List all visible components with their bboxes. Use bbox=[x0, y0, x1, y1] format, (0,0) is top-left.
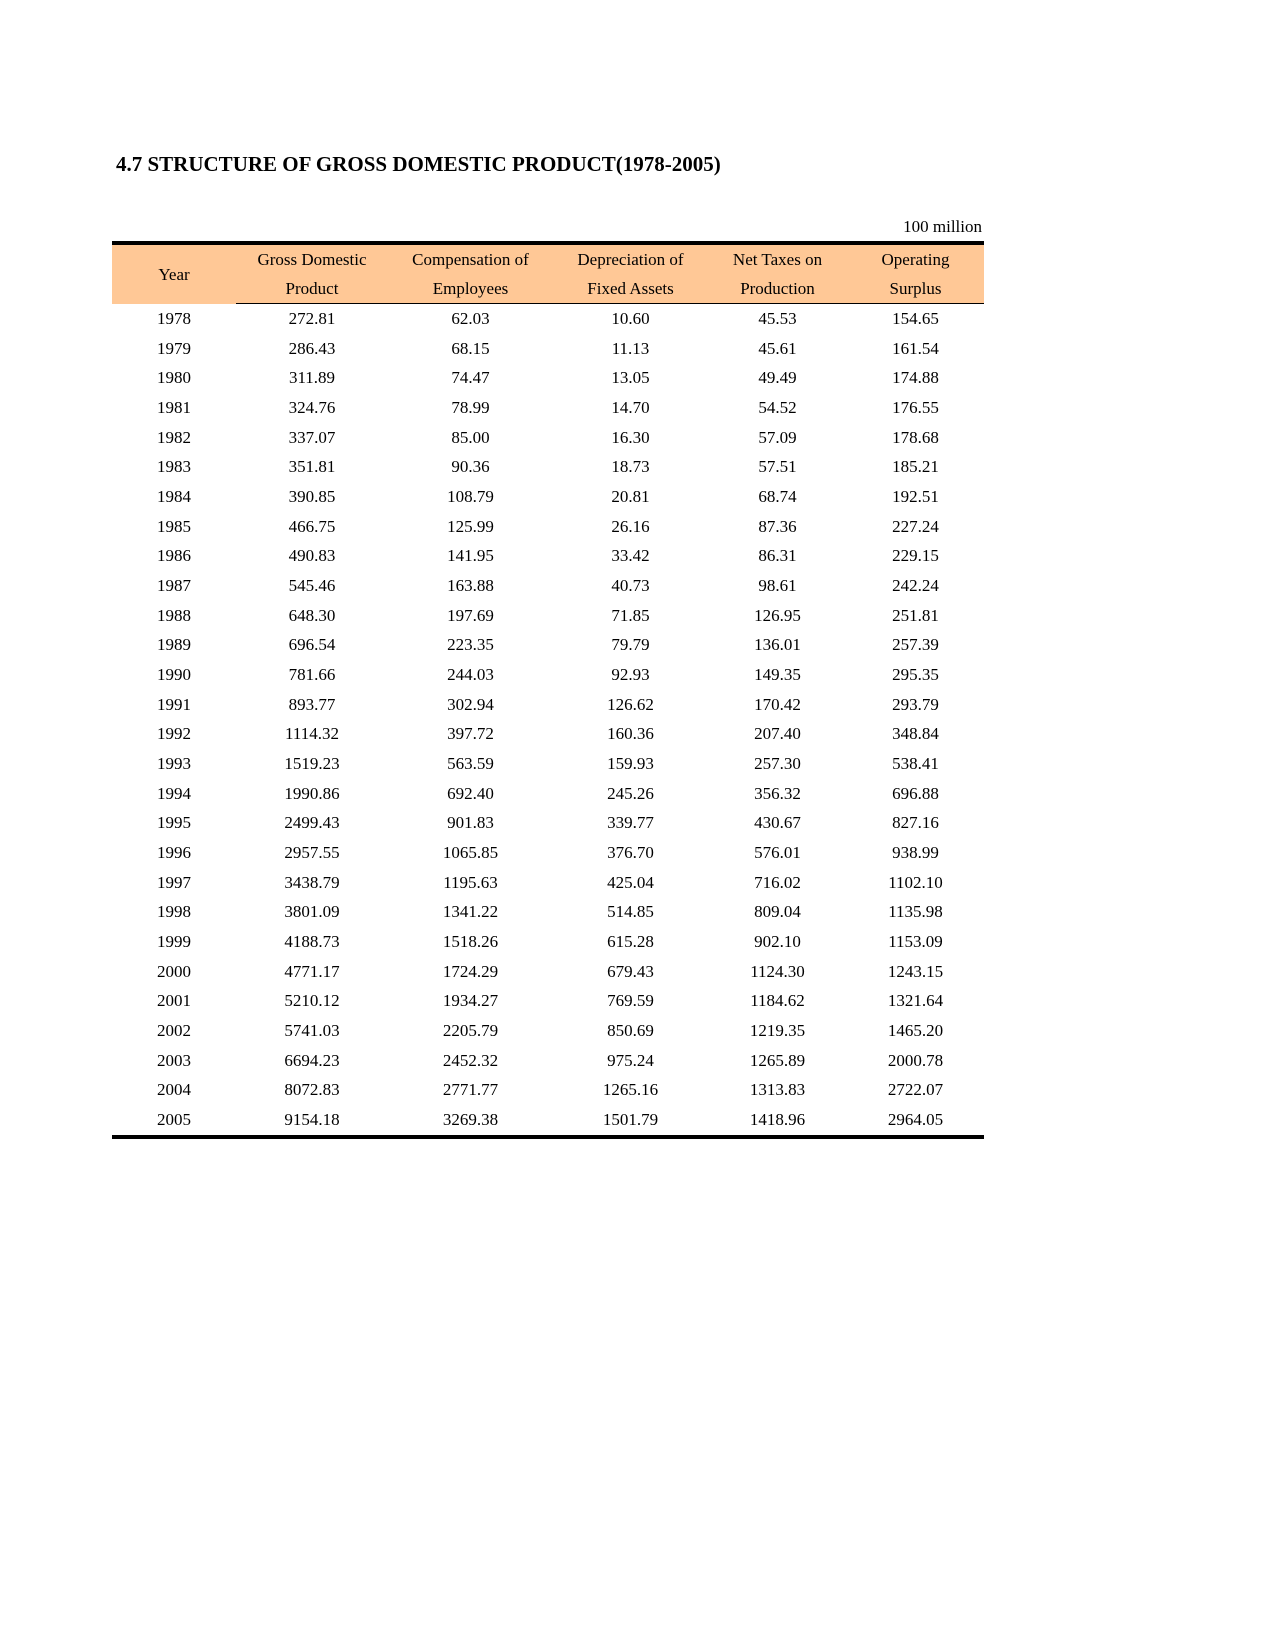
table-row bbox=[112, 838, 984, 868]
cell-depreciation: 850.69 bbox=[607, 1020, 654, 1040]
cell-compensation: 2205.79 bbox=[442, 1020, 499, 1040]
cell-operating-surplus: 538.41 bbox=[892, 753, 939, 773]
cell-operating-surplus: 2000.78 bbox=[887, 1050, 944, 1070]
cell-net-taxes: 45.53 bbox=[758, 308, 797, 328]
cell-depreciation: 769.59 bbox=[607, 991, 654, 1011]
cell-net-taxes: 356.32 bbox=[754, 783, 801, 803]
cell-compensation: 78.99 bbox=[451, 397, 490, 417]
cell-net-taxes: 57.51 bbox=[758, 457, 797, 477]
cell-operating-surplus: 1153.09 bbox=[888, 931, 943, 951]
cell-operating-surplus: 185.21 bbox=[892, 457, 939, 477]
cell-compensation: 397.72 bbox=[447, 724, 494, 744]
table-row bbox=[112, 1075, 984, 1105]
cell-depreciation: 26.16 bbox=[611, 516, 650, 536]
cell-gdp: 4188.73 bbox=[284, 931, 340, 951]
table-header bbox=[112, 243, 984, 304]
table-row bbox=[112, 1046, 984, 1076]
cell-depreciation: 1501.79 bbox=[602, 1109, 659, 1129]
cell-operating-surplus: 2964.05 bbox=[887, 1109, 944, 1129]
cell-gdp: 5210.12 bbox=[284, 991, 340, 1011]
cell-gdp: 1519.23 bbox=[284, 753, 340, 773]
table-row bbox=[112, 690, 984, 720]
cell-gdp: 4771.17 bbox=[284, 961, 340, 981]
cell-depreciation: 245.26 bbox=[607, 783, 654, 803]
cell-gdp: 6694.23 bbox=[284, 1050, 340, 1070]
cell-year: 1986 bbox=[157, 546, 191, 566]
cell-year: 1993 bbox=[157, 753, 191, 773]
cell-year: 1978 bbox=[157, 308, 191, 328]
cell-operating-surplus: 348.84 bbox=[892, 724, 939, 744]
cell-net-taxes: 68.74 bbox=[758, 486, 797, 506]
table-row bbox=[112, 719, 984, 749]
cell-net-taxes: 98.61 bbox=[758, 575, 797, 595]
cell-compensation: 1195.63 bbox=[443, 872, 498, 892]
cell-gdp: 696.54 bbox=[288, 635, 336, 655]
table-row bbox=[112, 393, 984, 423]
header-gdp-line2: Product bbox=[236, 274, 388, 304]
cell-compensation: 1518.26 bbox=[442, 931, 499, 951]
cell-depreciation: 425.04 bbox=[607, 872, 654, 892]
cell-year: 2004 bbox=[157, 1080, 191, 1100]
cell-year: 1990 bbox=[157, 664, 191, 684]
cell-gdp: 545.46 bbox=[288, 575, 336, 595]
cell-depreciation: 339.77 bbox=[607, 813, 654, 833]
cell-operating-surplus: 1321.64 bbox=[887, 991, 944, 1011]
cell-compensation: 125.99 bbox=[447, 516, 494, 536]
cell-compensation: 3269.38 bbox=[442, 1109, 499, 1129]
table-row bbox=[112, 1105, 984, 1137]
cell-operating-surplus: 1465.20 bbox=[887, 1020, 944, 1040]
cell-year: 1994 bbox=[157, 783, 191, 803]
cell-depreciation: 679.43 bbox=[607, 961, 654, 981]
cell-year: 1989 bbox=[157, 635, 191, 655]
cell-gdp: 1114.32 bbox=[285, 724, 339, 744]
cell-compensation: 68.15 bbox=[451, 338, 490, 358]
cell-compensation: 62.03 bbox=[451, 308, 490, 328]
table-row bbox=[112, 423, 984, 453]
cell-operating-surplus: 174.88 bbox=[892, 368, 939, 388]
cell-gdp: 466.75 bbox=[288, 516, 336, 536]
cell-year: 1995 bbox=[157, 813, 191, 833]
cell-year: 1999 bbox=[157, 931, 191, 951]
cell-compensation: 163.88 bbox=[447, 575, 494, 595]
cell-net-taxes: 1184.62 bbox=[750, 991, 805, 1011]
cell-operating-surplus: 1243.15 bbox=[887, 961, 944, 981]
cell-gdp: 2499.43 bbox=[284, 813, 340, 833]
cell-depreciation: 20.81 bbox=[611, 486, 650, 506]
cell-gdp: 8072.83 bbox=[284, 1080, 340, 1100]
cell-operating-surplus: 2722.07 bbox=[887, 1080, 944, 1100]
cell-operating-surplus: 154.65 bbox=[892, 308, 939, 328]
table-row bbox=[112, 1016, 984, 1046]
cell-year: 1984 bbox=[157, 486, 191, 506]
header-depreciation-line1: Depreciation of bbox=[553, 243, 708, 274]
cell-compensation: 108.79 bbox=[447, 486, 494, 506]
table-row bbox=[112, 334, 984, 364]
table-row bbox=[112, 482, 984, 512]
table-body bbox=[112, 304, 984, 1137]
header-gdp-line1: Gross Domestic bbox=[236, 243, 388, 274]
cell-gdp: 337.07 bbox=[288, 427, 336, 447]
cell-net-taxes: 57.09 bbox=[758, 427, 797, 447]
cell-operating-surplus: 251.81 bbox=[892, 605, 939, 625]
page-title: 4.7 STRUCTURE OF GROSS DOMESTIC PRODUCT(1978-2005) bbox=[116, 152, 721, 176]
cell-gdp: 781.66 bbox=[288, 664, 336, 684]
cell-gdp: 351.81 bbox=[288, 457, 336, 477]
header-compensation-line1: Compensation of bbox=[388, 243, 553, 274]
cell-depreciation: 376.70 bbox=[607, 842, 654, 862]
cell-depreciation: 71.85 bbox=[611, 605, 650, 625]
header-net-taxes-line2: Production bbox=[708, 274, 847, 304]
cell-compensation: 1724.29 bbox=[442, 961, 499, 981]
cell-operating-surplus: 227.24 bbox=[892, 516, 939, 536]
cell-net-taxes: 149.35 bbox=[754, 664, 801, 684]
cell-year: 2005 bbox=[157, 1109, 191, 1129]
cell-depreciation: 160.36 bbox=[607, 724, 654, 744]
table-row bbox=[112, 749, 984, 779]
cell-compensation: 74.47 bbox=[451, 368, 490, 388]
cell-operating-surplus: 176.55 bbox=[892, 397, 939, 417]
cell-gdp: 490.83 bbox=[288, 546, 336, 566]
header-depreciation-line2: Fixed Assets bbox=[553, 274, 708, 304]
cell-depreciation: 615.28 bbox=[607, 931, 654, 951]
table-row bbox=[112, 808, 984, 838]
cell-net-taxes: 902.10 bbox=[754, 931, 801, 951]
cell-gdp: 648.30 bbox=[288, 605, 336, 625]
table-row bbox=[112, 660, 984, 690]
cell-gdp: 3801.09 bbox=[284, 902, 340, 922]
header-operating-surplus-line2: Surplus bbox=[847, 274, 984, 304]
cell-depreciation: 975.24 bbox=[607, 1050, 654, 1070]
cell-net-taxes: 1219.35 bbox=[749, 1020, 806, 1040]
cell-operating-surplus: 293.79 bbox=[892, 694, 939, 714]
cell-gdp: 390.85 bbox=[288, 486, 336, 506]
cell-net-taxes: 576.01 bbox=[754, 842, 801, 862]
cell-depreciation: 16.30 bbox=[611, 427, 650, 447]
header-net-taxes-line1: Net Taxes on bbox=[708, 243, 847, 274]
cell-depreciation: 79.79 bbox=[611, 635, 650, 655]
cell-compensation: 141.95 bbox=[447, 546, 494, 566]
cell-year: 2000 bbox=[157, 961, 191, 981]
cell-compensation: 1065.85 bbox=[442, 842, 499, 862]
cell-compensation: 90.36 bbox=[451, 457, 490, 477]
cell-year: 2001 bbox=[157, 991, 191, 1011]
cell-net-taxes: 809.04 bbox=[754, 902, 801, 922]
cell-gdp: 324.76 bbox=[288, 397, 336, 417]
cell-gdp: 9154.18 bbox=[284, 1109, 340, 1129]
cell-gdp: 272.81 bbox=[288, 308, 336, 328]
cell-depreciation: 514.85 bbox=[607, 902, 654, 922]
cell-year: 1982 bbox=[157, 427, 191, 447]
table-row bbox=[112, 601, 984, 631]
table-row bbox=[112, 957, 984, 987]
cell-year: 1987 bbox=[157, 575, 191, 595]
cell-net-taxes: 1265.89 bbox=[749, 1050, 806, 1070]
table-row bbox=[112, 927, 984, 957]
cell-year: 1980 bbox=[157, 368, 191, 388]
cell-operating-surplus: 229.15 bbox=[892, 546, 939, 566]
cell-operating-surplus: 192.51 bbox=[892, 486, 939, 506]
unit-label: 100 million bbox=[903, 217, 982, 236]
header-operating-surplus-line1: Operating bbox=[847, 243, 984, 274]
cell-year: 1983 bbox=[157, 457, 191, 477]
cell-depreciation: 13.05 bbox=[611, 368, 650, 388]
table-row bbox=[112, 512, 984, 542]
cell-compensation: 244.03 bbox=[447, 664, 494, 684]
gdp-structure-table bbox=[112, 241, 984, 1139]
cell-depreciation: 126.62 bbox=[607, 694, 654, 714]
cell-year: 1997 bbox=[157, 872, 191, 892]
cell-operating-surplus: 242.24 bbox=[892, 575, 939, 595]
cell-depreciation: 159.93 bbox=[607, 753, 654, 773]
cell-operating-surplus: 1135.98 bbox=[888, 902, 943, 922]
cell-net-taxes: 1124.30 bbox=[750, 961, 805, 981]
cell-net-taxes: 1313.83 bbox=[749, 1080, 806, 1100]
cell-net-taxes: 54.52 bbox=[758, 397, 797, 417]
cell-net-taxes: 257.30 bbox=[754, 753, 801, 773]
cell-compensation: 85.00 bbox=[451, 427, 490, 447]
cell-compensation: 692.40 bbox=[447, 783, 494, 803]
cell-gdp: 893.77 bbox=[288, 694, 336, 714]
cell-year: 1981 bbox=[157, 397, 191, 417]
cell-net-taxes: 87.36 bbox=[758, 516, 797, 536]
header-year: Year bbox=[112, 243, 236, 304]
table-row bbox=[112, 868, 984, 898]
header-row bbox=[112, 243, 984, 274]
cell-year: 2003 bbox=[157, 1050, 191, 1070]
cell-gdp: 3438.79 bbox=[284, 872, 340, 892]
cell-operating-surplus: 696.88 bbox=[892, 783, 939, 803]
table-row bbox=[112, 897, 984, 927]
cell-year: 2002 bbox=[157, 1020, 191, 1040]
cell-depreciation: 10.60 bbox=[611, 308, 650, 328]
cell-compensation: 563.59 bbox=[447, 753, 494, 773]
cell-gdp: 5741.03 bbox=[284, 1020, 340, 1040]
table-row bbox=[112, 571, 984, 601]
cell-depreciation: 33.42 bbox=[611, 546, 650, 566]
cell-net-taxes: 716.02 bbox=[754, 872, 801, 892]
cell-year: 1991 bbox=[157, 694, 191, 714]
cell-depreciation: 1265.16 bbox=[602, 1080, 659, 1100]
cell-gdp: 2957.55 bbox=[284, 842, 340, 862]
cell-year: 1985 bbox=[157, 516, 191, 536]
cell-operating-surplus: 295.35 bbox=[892, 664, 939, 684]
cell-compensation: 223.35 bbox=[447, 635, 494, 655]
cell-net-taxes: 1418.96 bbox=[749, 1109, 806, 1129]
table-row bbox=[112, 541, 984, 571]
cell-net-taxes: 49.49 bbox=[758, 368, 797, 388]
cell-operating-surplus: 178.68 bbox=[892, 427, 939, 447]
cell-net-taxes: 45.61 bbox=[758, 338, 797, 358]
cell-operating-surplus: 938.99 bbox=[892, 842, 939, 862]
cell-depreciation: 11.13 bbox=[611, 338, 650, 358]
cell-net-taxes: 430.67 bbox=[754, 813, 801, 833]
cell-net-taxes: 126.95 bbox=[754, 605, 801, 625]
header-compensation-line2: Employees bbox=[388, 274, 553, 304]
cell-year: 1992 bbox=[157, 724, 191, 744]
cell-compensation: 2771.77 bbox=[442, 1080, 499, 1100]
cell-depreciation: 92.93 bbox=[611, 664, 650, 684]
cell-operating-surplus: 257.39 bbox=[892, 635, 939, 655]
cell-operating-surplus: 827.16 bbox=[892, 813, 939, 833]
header-row bbox=[112, 274, 984, 304]
table-row bbox=[112, 986, 984, 1016]
cell-net-taxes: 86.31 bbox=[758, 546, 797, 566]
table-row bbox=[112, 630, 984, 660]
cell-depreciation: 18.73 bbox=[611, 457, 650, 477]
cell-compensation: 1341.22 bbox=[442, 902, 499, 922]
table-row bbox=[112, 452, 984, 482]
table-row bbox=[112, 304, 984, 334]
cell-net-taxes: 207.40 bbox=[754, 724, 801, 744]
cell-compensation: 302.94 bbox=[447, 694, 494, 714]
cell-compensation: 2452.32 bbox=[442, 1050, 499, 1070]
cell-year: 1998 bbox=[157, 902, 191, 922]
cell-gdp: 311.89 bbox=[288, 368, 336, 388]
cell-year: 1996 bbox=[157, 842, 191, 862]
cell-depreciation: 14.70 bbox=[611, 397, 650, 417]
cell-gdp: 1990.86 bbox=[284, 783, 340, 803]
cell-gdp: 286.43 bbox=[288, 338, 336, 358]
cell-operating-surplus: 161.54 bbox=[892, 338, 939, 358]
cell-compensation: 1934.27 bbox=[442, 991, 499, 1011]
cell-net-taxes: 136.01 bbox=[754, 635, 801, 655]
cell-year: 1988 bbox=[157, 605, 191, 625]
cell-net-taxes: 170.42 bbox=[754, 694, 801, 714]
table-row bbox=[112, 363, 984, 393]
cell-year: 1979 bbox=[157, 338, 191, 358]
cell-compensation: 197.69 bbox=[447, 605, 494, 625]
table-row bbox=[112, 779, 984, 809]
cell-operating-surplus: 1102.10 bbox=[888, 872, 943, 892]
cell-compensation: 901.83 bbox=[447, 813, 494, 833]
cell-depreciation: 40.73 bbox=[611, 575, 650, 595]
